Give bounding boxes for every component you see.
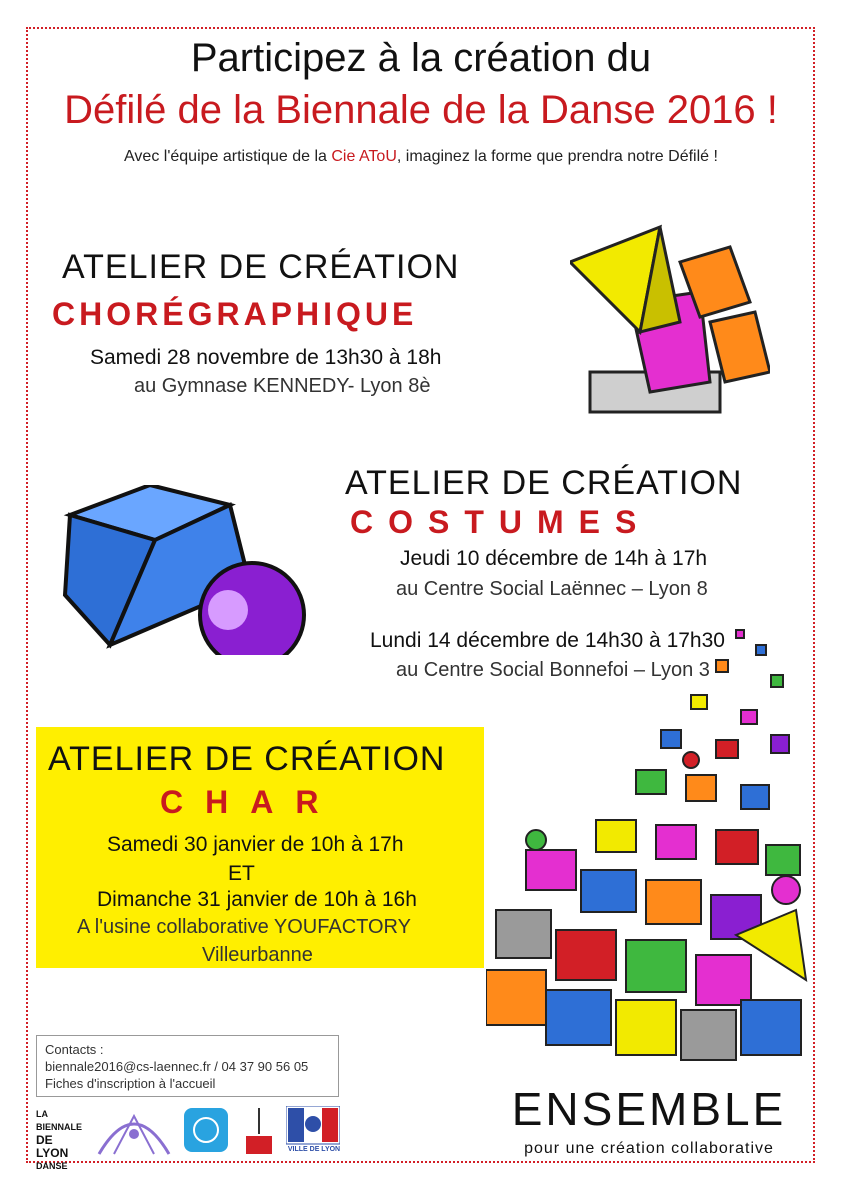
company-name: Cie AToU xyxy=(331,148,397,165)
contacts-note: Fiches d'inscription à l'accueil xyxy=(45,1076,216,1091)
contacts-email-phone[interactable]: biennale2016@cs-laennec.fr / 04 37 90 56 05 xyxy=(45,1059,309,1074)
section1-title: ATELIER DE CRÉATION xyxy=(62,248,460,286)
section1-subtitle: CHORÉGRAPHIQUE xyxy=(52,296,418,332)
header-subtitle: Avec l'équipe artistique de la Cie AToU, imaginez la forme que prendra notre Défilé ! xyxy=(124,148,718,165)
shapes-pile-illustration xyxy=(486,620,810,1075)
contacts-box xyxy=(36,1035,339,1097)
section3-date2: Dimanche 31 janvier de 10h à 16h xyxy=(97,888,417,911)
section2-place1: au Centre Social Laënnec – Lyon 8 xyxy=(396,578,708,600)
atou-logo-icon xyxy=(94,1104,174,1158)
section2-title: ATELIER DE CRÉATION xyxy=(345,464,743,502)
section2-date1: Jeudi 10 décembre de 14h à 17h xyxy=(400,547,708,570)
section1-date: Samedi 28 novembre de 13h30 à 18h xyxy=(90,346,442,369)
section3-date1: Samedi 30 janvier de 10h à 17h xyxy=(107,833,404,856)
shapes-illustration-top xyxy=(570,222,770,432)
contacts-label: Contacts : xyxy=(45,1042,104,1057)
ensemble-title: ENSEMBLE xyxy=(511,1083,787,1135)
section3-subtitle: CHAR xyxy=(160,784,341,820)
mjc-logo-icon xyxy=(244,1106,274,1156)
section3-place1: A l'usine collaborative YOUFACTORY xyxy=(77,916,411,938)
header-line2: Défilé de la Biennale de la Danse 2016 ! xyxy=(64,88,778,132)
cube-sphere-illustration xyxy=(60,485,330,655)
section3-title: ATELIER DE CRÉATION xyxy=(48,740,446,778)
section2-place2: au Centre Social Bonnefoi – Lyon 3 xyxy=(396,659,710,681)
centres-sociaux-logo-icon xyxy=(184,1108,228,1152)
section2-date2: Lundi 14 décembre de 14h30 à 17h30 xyxy=(370,629,725,652)
section3-place2: Villeurbanne xyxy=(202,944,313,966)
section1-place: au Gymnase KENNEDY- Lyon 8è xyxy=(134,375,431,397)
biennale-logo: LA BIENNALE DE LYON DANSE xyxy=(36,1109,83,1171)
section3-et: ET xyxy=(228,862,255,885)
ville-de-lyon-label: VILLE DE LYON xyxy=(287,1146,341,1153)
header-line1: Participez à la création du xyxy=(190,36,652,80)
section2-subtitle: COSTUMES xyxy=(350,504,652,540)
ensemble-tagline: pour une création collaborative xyxy=(524,1140,774,1157)
